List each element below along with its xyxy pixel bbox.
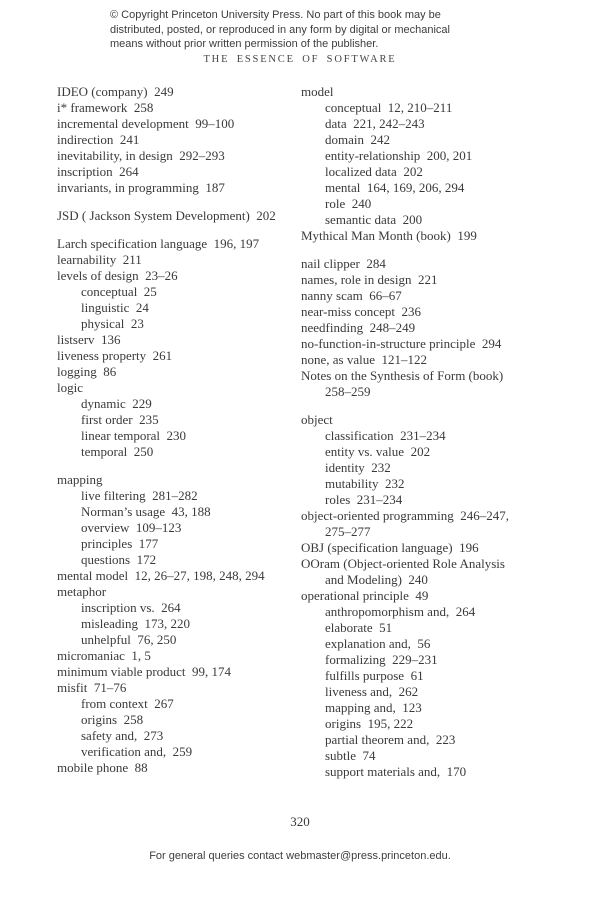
copyright-line: distributed, posted, or reproduced in any form by digital or mechanical <box>110 23 450 36</box>
index-left-column <box>57 84 301 776</box>
index-entry: near-miss concept 236 <box>301 304 421 319</box>
index-entry: formalizing 229–231 <box>325 652 438 667</box>
index-entry: and Modeling) 240 <box>325 572 428 587</box>
index-entry: support materials and, 170 <box>325 764 467 779</box>
index-entry: levels of design 23–26 <box>57 268 178 283</box>
index-entry: entity-relationship 200, 201 <box>325 148 473 163</box>
index-entry: mapping <box>57 472 103 487</box>
index-entry: needfinding 248–249 <box>301 320 416 335</box>
index-entry: unhelpful 76, 250 <box>81 632 177 647</box>
index-entry: mutability 232 <box>325 476 405 491</box>
index-entry: elaborate 51 <box>325 620 393 635</box>
index-entry: principles 177 <box>81 536 159 551</box>
index-entry: subtle 74 <box>325 748 376 763</box>
index-entry: mental 164, 169, 206, 294 <box>325 180 465 195</box>
index-entry: logic <box>57 380 83 395</box>
index-entry: safety and, 273 <box>81 728 164 743</box>
index-entry: invariants, in programming 187 <box>57 180 225 195</box>
index-entry: explanation and, 56 <box>325 636 431 651</box>
index-entry: physical 23 <box>81 316 144 331</box>
footer-query-note: For general queries contact webmaster@press.princeton.edu. <box>149 850 451 862</box>
index-entry: origins 258 <box>81 712 144 727</box>
index-entry: classification 231–234 <box>325 428 446 443</box>
index-entry: mobile phone 88 <box>57 760 148 775</box>
index-entry: Norman’s usage 43, 188 <box>81 504 211 519</box>
index-entry: domain 242 <box>325 132 390 147</box>
index-entry: temporal 250 <box>81 444 154 459</box>
index-entry: listserv 136 <box>57 332 121 347</box>
index-entry: none, as value 121–122 <box>301 352 428 367</box>
index-entry: verification and, 259 <box>81 744 193 759</box>
index-entry: object <box>301 412 333 427</box>
index-entry: liveness property 261 <box>57 348 173 363</box>
index-entry: anthropomorphism and, 264 <box>325 604 476 619</box>
index-entry: Larch specification language 196, 197 <box>57 236 260 251</box>
index-entry: names, role in design 221 <box>301 272 438 287</box>
index-entry: nail clipper 284 <box>301 256 386 271</box>
index-entry: roles 231–234 <box>325 492 403 507</box>
index-entry: learnability 211 <box>57 252 142 267</box>
copyright-line: © Copyright Princeton University Press. No part of this book may be <box>110 9 441 21</box>
index-entry: liveness and, 262 <box>325 684 419 699</box>
index-entry: indirection 241 <box>57 132 140 147</box>
index-entry: misleading 173, 220 <box>81 616 191 631</box>
index-entry: mapping and, 123 <box>325 700 422 715</box>
index-entry: 275–277 <box>325 524 371 539</box>
index-entry: dynamic 229 <box>81 396 152 411</box>
index-entry: OBJ (specification language) 196 <box>301 540 479 555</box>
index-entry: linguistic 24 <box>81 300 149 315</box>
index-entry: IDEO (company) 249 <box>57 84 174 99</box>
copyright-notice <box>110 8 500 52</box>
index-entry: identity 232 <box>325 460 391 475</box>
index-entry: data 221, 242–243 <box>325 116 425 131</box>
index-entry: no-function-in-structure principle 294 <box>301 336 502 351</box>
index-entry: questions 172 <box>81 552 157 567</box>
index-entry: live filtering 281–282 <box>81 488 198 503</box>
page-number: 320 <box>290 814 310 829</box>
index-entry: 258–259 <box>325 384 371 399</box>
index-entry: inscription 264 <box>57 164 139 179</box>
index-entry: operational principle 49 <box>301 588 429 603</box>
index-entry: logging 86 <box>57 364 117 379</box>
index-entry: Mythical Man Month (book) 199 <box>301 228 477 243</box>
index-entry: fulfills purpose 61 <box>325 668 424 683</box>
running-head: THE ESSENCE OF SOFTWARE <box>203 54 397 65</box>
index-entry: entity vs. value 202 <box>325 444 431 459</box>
copyright-line: means without prior written permission of the publisher. <box>110 38 379 50</box>
index-entry: linear temporal 230 <box>81 428 187 443</box>
index-entry: origins 195, 222 <box>325 716 414 731</box>
index-entry: semantic data 200 <box>325 212 423 227</box>
index-right-column <box>301 84 563 780</box>
index-entry: OOram (Object-oriented Role Analysis <box>301 556 505 571</box>
index-entry: role 240 <box>325 196 372 211</box>
index-entry: object-oriented programming 246–247, <box>301 508 509 523</box>
index-entry: Notes on the Synthesis of Form (book) <box>301 368 504 383</box>
index-entry: JSD ( Jackson System Development) 202 <box>57 208 276 223</box>
index-entry: first order 235 <box>81 412 159 427</box>
index-entry: conceptual 25 <box>81 284 157 299</box>
index-entry: i* framework 258 <box>57 100 154 115</box>
index-entry: minimum viable product 99, 174 <box>57 664 232 679</box>
index-entry: conceptual 12, 210–211 <box>325 100 453 115</box>
index-entry: nanny scam 66–67 <box>301 288 402 303</box>
index-entry: model <box>301 84 334 99</box>
index-entry: from context 267 <box>81 696 174 711</box>
index-entry: partial theorem and, 223 <box>325 732 456 747</box>
index-entry: inscription vs. 264 <box>81 600 181 615</box>
index-entry: incremental development 99–100 <box>57 116 235 131</box>
index-entry: overview 109–123 <box>81 520 182 535</box>
index-entry: micromaniac 1, 5 <box>57 648 151 663</box>
index-entry: inevitability, in design 292–293 <box>57 148 225 163</box>
index-entry: misfit 71–76 <box>57 680 127 695</box>
index-entry: metaphor <box>57 584 107 599</box>
index-entry: mental model 12, 26–27, 198, 248, 294 <box>57 568 265 583</box>
index-entry: localized data 202 <box>325 164 423 179</box>
